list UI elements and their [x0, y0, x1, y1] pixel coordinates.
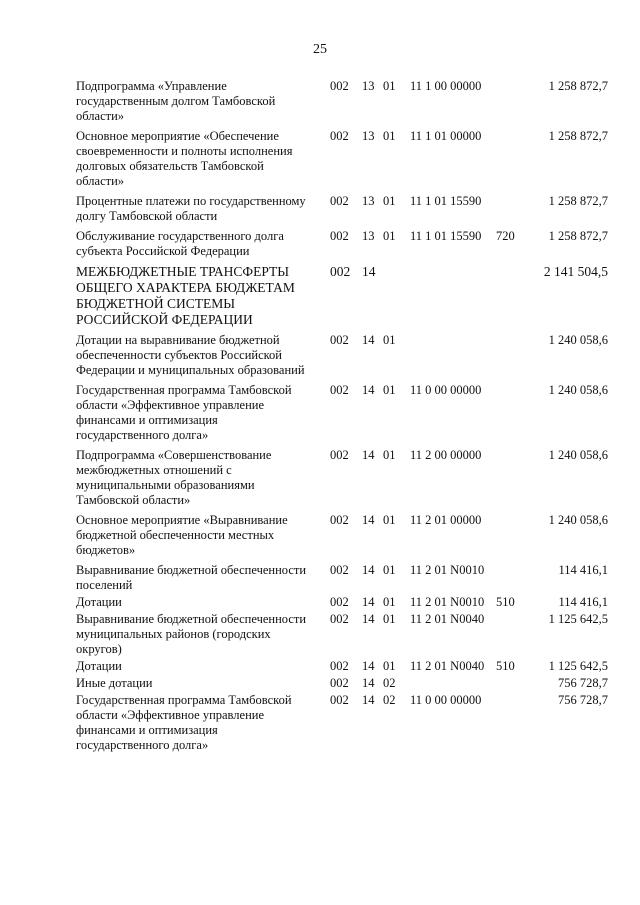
amount-value: 1 240 058,6	[548, 333, 608, 347]
table-row	[0, 595, 640, 610]
subsection-code: 01	[383, 383, 396, 397]
target-article-code: 11 2 00 00000	[410, 448, 482, 462]
amount-value: 1 258 872,7	[548, 194, 608, 208]
target-article-code: 11 1 01 00000	[410, 129, 482, 143]
subsection-code: 01	[383, 595, 396, 609]
table-row	[0, 194, 640, 224]
amount-value: 1 125 642,5	[548, 659, 608, 673]
item-name: Выравнивание бюджетной обеспеченности муниципальных районов (городских округов)	[76, 612, 307, 656]
subsection-code: 01	[383, 229, 396, 243]
ved-code: 002	[330, 229, 349, 243]
section-code: 14	[362, 264, 376, 279]
subsection-code: 01	[383, 659, 396, 673]
table-row	[0, 79, 640, 124]
table-row	[0, 448, 640, 508]
subsection-code: 01	[383, 612, 396, 626]
ved-code: 002	[330, 563, 349, 577]
budget-table	[0, 79, 640, 755]
table-row	[0, 129, 640, 189]
target-article-code: 11 0 00 00000	[410, 693, 482, 707]
ved-code: 002	[330, 129, 349, 143]
item-name: МЕЖБЮДЖЕТНЫЕ ТРАНСФЕРТЫ ОБЩЕГО ХАРАКТЕРА БЮДЖЕТАМ БЮДЖЕТНОЙ СИСТЕМЫ РОССИЙСКОЙ ФЕДЕРАЦИИ	[76, 264, 295, 327]
item-name: Дотации	[76, 659, 122, 673]
table-row	[0, 383, 640, 443]
section-code: 14	[362, 383, 375, 397]
table-row	[0, 333, 640, 378]
section-code: 13	[362, 229, 375, 243]
table-row	[0, 612, 640, 657]
item-name: Государственная программа Тамбовской области «Эффективное управление финансами и оптимизация государственного долга»	[76, 693, 292, 752]
page-number: 25	[313, 42, 327, 57]
ved-code: 002	[330, 693, 349, 707]
section-code: 14	[362, 513, 375, 527]
amount-value: 1 258 872,7	[548, 229, 608, 243]
table-row	[0, 264, 640, 328]
ved-code: 002	[330, 79, 349, 93]
table-row	[0, 676, 640, 691]
section-code: 13	[362, 129, 375, 143]
table-row	[0, 659, 640, 674]
item-name: Подпрограмма «Управление государственным долгом Тамбовской области»	[76, 79, 276, 123]
section-code: 14	[362, 659, 375, 673]
amount-value: 1 258 872,7	[548, 129, 608, 143]
section-code: 13	[362, 194, 375, 208]
subsection-code: 01	[383, 448, 396, 462]
section-code: 14	[362, 612, 375, 626]
amount-value: 1 240 058,6	[548, 383, 608, 397]
item-name: Дотации	[76, 595, 122, 609]
amount-value: 756 728,7	[558, 676, 608, 690]
target-article-code: 11 2 01 N0010	[410, 595, 485, 609]
table-row	[0, 563, 640, 593]
amount-value: 756 728,7	[558, 693, 608, 707]
subsection-code: 01	[383, 194, 396, 208]
table-row	[0, 693, 640, 753]
item-name: Дотации на выравнивание бюджетной обеспеченности субъектов Российской Федерации и муниципальных образований	[76, 333, 305, 377]
amount-value: 2 141 504,5	[543, 264, 608, 279]
amount-value: 1 258 872,7	[548, 79, 608, 93]
item-name: Государственная программа Тамбовской области «Эффективное управление финансами и оптимизация государственного долга»	[76, 383, 292, 442]
item-name: Иные дотации	[76, 676, 153, 690]
target-article-code: 11 2 01 N0010	[410, 563, 485, 577]
section-code: 14	[362, 563, 375, 577]
target-article-code: 11 2 01 N0040	[410, 612, 485, 626]
section-code: 13	[362, 79, 375, 93]
section-code: 14	[362, 333, 375, 347]
subsection-code: 01	[383, 333, 396, 347]
ved-code: 002	[330, 676, 349, 690]
target-article-code: 11 0 00 00000	[410, 383, 482, 397]
expense-type-code: 720	[496, 229, 515, 243]
ved-code: 002	[330, 194, 349, 208]
target-article-code: 11 2 01 N0040	[410, 659, 485, 673]
item-name: Подпрограмма «Совершенствование межбюджетных отношений с муниципальными образованиями Тамбовской области»	[76, 448, 272, 507]
ved-code: 002	[330, 264, 351, 279]
target-article-code: 11 1 01 15590	[410, 229, 482, 243]
section-code: 14	[362, 693, 375, 707]
subsection-code: 01	[383, 129, 396, 143]
ved-code: 002	[330, 383, 349, 397]
subsection-code: 02	[383, 676, 396, 690]
section-code: 14	[362, 448, 375, 462]
subsection-code: 01	[383, 513, 396, 527]
amount-value: 1 240 058,6	[548, 513, 608, 527]
item-name: Процентные платежи по государственному долгу Тамбовской области	[76, 194, 306, 223]
expense-type-code: 510	[496, 659, 515, 673]
target-article-code: 11 1 00 00000	[410, 79, 482, 93]
ved-code: 002	[330, 659, 349, 673]
expense-type-code: 510	[496, 595, 515, 609]
subsection-code: 01	[383, 563, 396, 577]
amount-value: 114 416,1	[558, 563, 608, 577]
target-article-code: 11 2 01 00000	[410, 513, 482, 527]
item-name: Основное мероприятие «Обеспечение своевременности и полноты исполнения долговых обязательств Тамбовской области»	[76, 129, 293, 188]
subsection-code: 02	[383, 693, 396, 707]
item-name: Выравнивание бюджетной обеспеченности поселений	[76, 563, 307, 592]
ved-code: 002	[330, 595, 349, 609]
ved-code: 002	[330, 448, 349, 462]
ved-code: 002	[330, 612, 349, 626]
item-name: Обслуживание государственного долга субъекта Российской Федерации	[76, 229, 284, 258]
amount-value: 1 240 058,6	[548, 448, 608, 462]
table-row	[0, 513, 640, 558]
ved-code: 002	[330, 333, 349, 347]
table-row	[0, 229, 640, 259]
ved-code: 002	[330, 513, 349, 527]
amount-value: 114 416,1	[558, 595, 608, 609]
section-code: 14	[362, 676, 375, 690]
target-article-code: 11 1 01 15590	[410, 194, 482, 208]
section-code: 14	[362, 595, 375, 609]
amount-value: 1 125 642,5	[548, 612, 608, 626]
item-name: Основное мероприятие «Выравнивание бюджетной обеспеченности местных бюджетов»	[76, 513, 288, 557]
subsection-code: 01	[383, 79, 396, 93]
